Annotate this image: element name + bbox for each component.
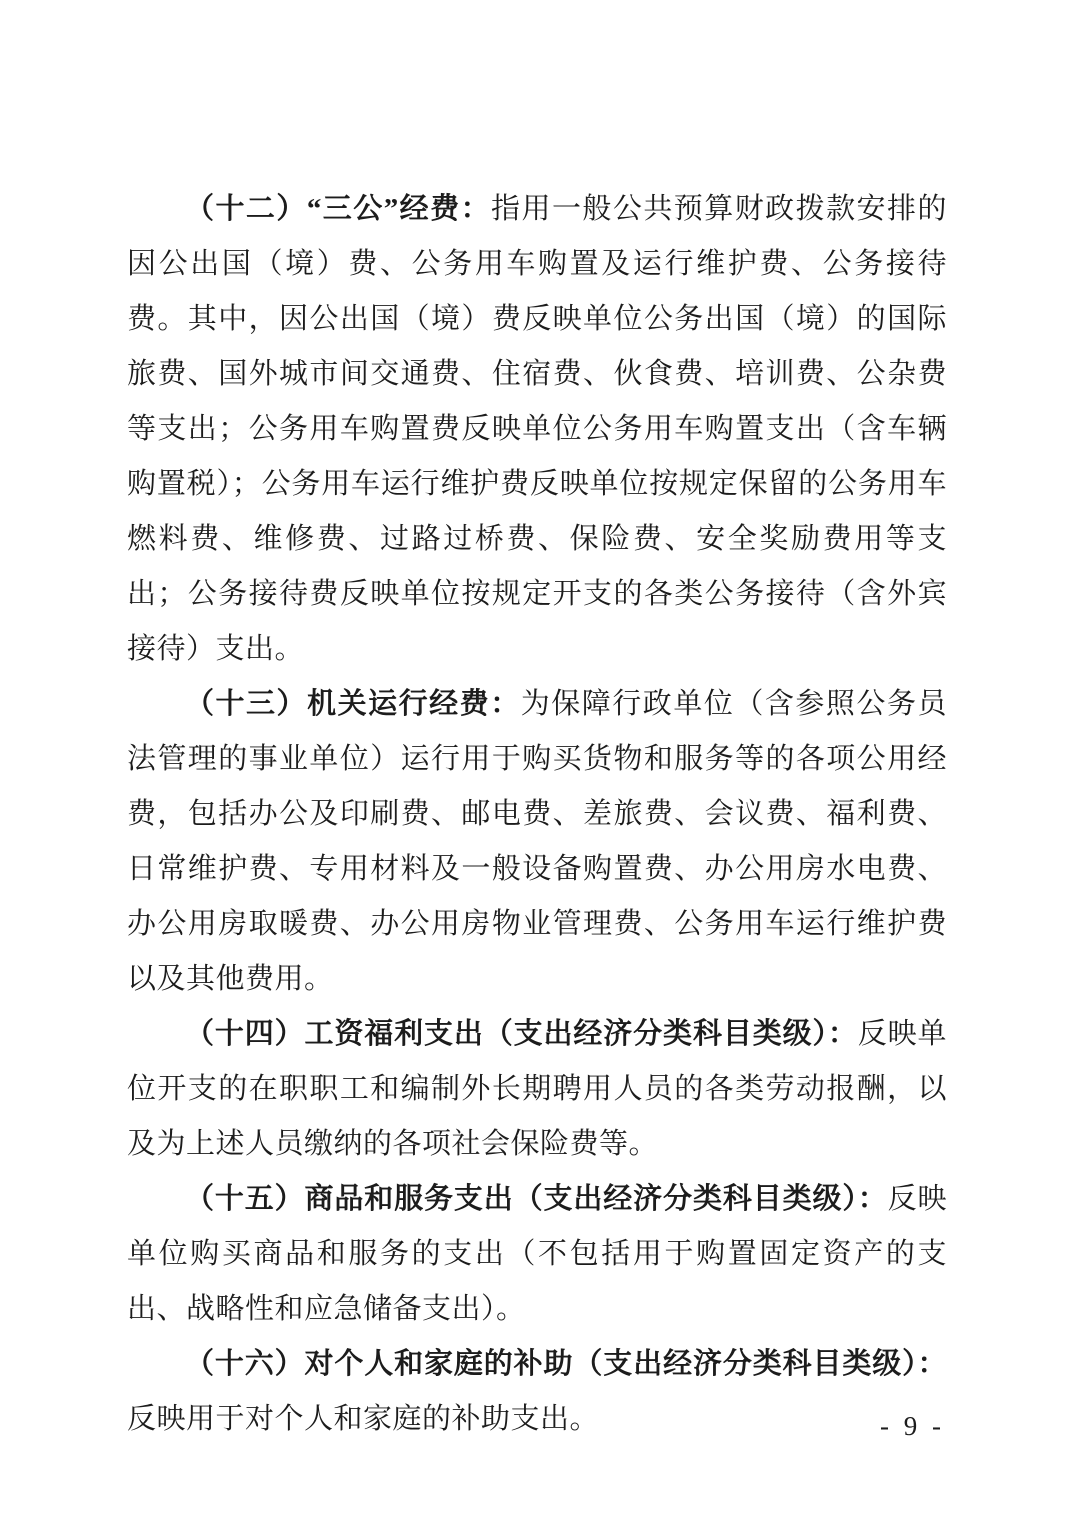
paragraph-lead: （十二）“三公”经费： bbox=[185, 193, 492, 225]
document-body bbox=[127, 182, 947, 1447]
paragraph-text: 指用一般公共预算财政拨款安排的因公出国（境）费、公务用车购置及运行维护费、公务接待费。其中，因公出国（境）费反映单位公务出国（境）的国际旅费、国外城市间交通费、住宿费、伙食费、培训费、公杂费等支出；公务用车购置费反映单位公务用车购置支出（含车辆购置税）；公务用车运行维护费反映单位按规定保留的公务用车燃料费、维修费、过路过桥费、保险费、安全奖励费用等支出；公务接待费反映单位按规定开支的各类公务接待（含外宾接待）支出。 bbox=[127, 193, 947, 665]
paragraph-lead: （十五）商品和服务支出（支出经济分类科目类级）： bbox=[185, 1183, 888, 1215]
paragraph-12-sangong-expenses bbox=[127, 182, 947, 677]
paragraph-lead: （十六）对个人和家庭的补助（支出经济分类科目类级）： bbox=[185, 1348, 947, 1380]
paragraph-text: 为保障行政单位（含参照公务员法管理的事业单位）运行用于购买货物和服务等的各项公用经费，包括办公及印刷费、邮电费、差旅费、会议费、福利费、日常维护费、专用材料及一般设备购置费、办公用房水电费、办公用房取暖费、办公用房物业管理费、公务用车运行维护费以及其他费用。 bbox=[127, 688, 947, 995]
paragraph-text: 反映用于对个人和家庭的补助支出。 bbox=[127, 1403, 600, 1435]
paragraph-text: 反映单位购买商品和服务的支出（不包括用于购置固定资产的支出、战略性和应急储备支出）。 bbox=[127, 1183, 947, 1325]
paragraph-lead: （十四）工资福利支出（支出经济分类科目类级）： bbox=[185, 1018, 858, 1050]
paragraph-14-wage-welfare-expenditure bbox=[127, 1007, 947, 1172]
page-number: - 9 - bbox=[880, 1411, 945, 1441]
paragraph-13-agency-operating-funds bbox=[127, 677, 947, 1007]
paragraph-lead: （十三）机关运行经费： bbox=[185, 688, 521, 720]
paragraph-15-goods-services-expenditure bbox=[127, 1172, 947, 1337]
paragraph-text: 反映单位开支的在职职工和编制外长期聘用人员的各类劳动报酬，以及为上述人员缴纳的各项社会保险费等。 bbox=[127, 1018, 947, 1160]
paragraph-16-individual-family-subsidy bbox=[127, 1337, 947, 1447]
